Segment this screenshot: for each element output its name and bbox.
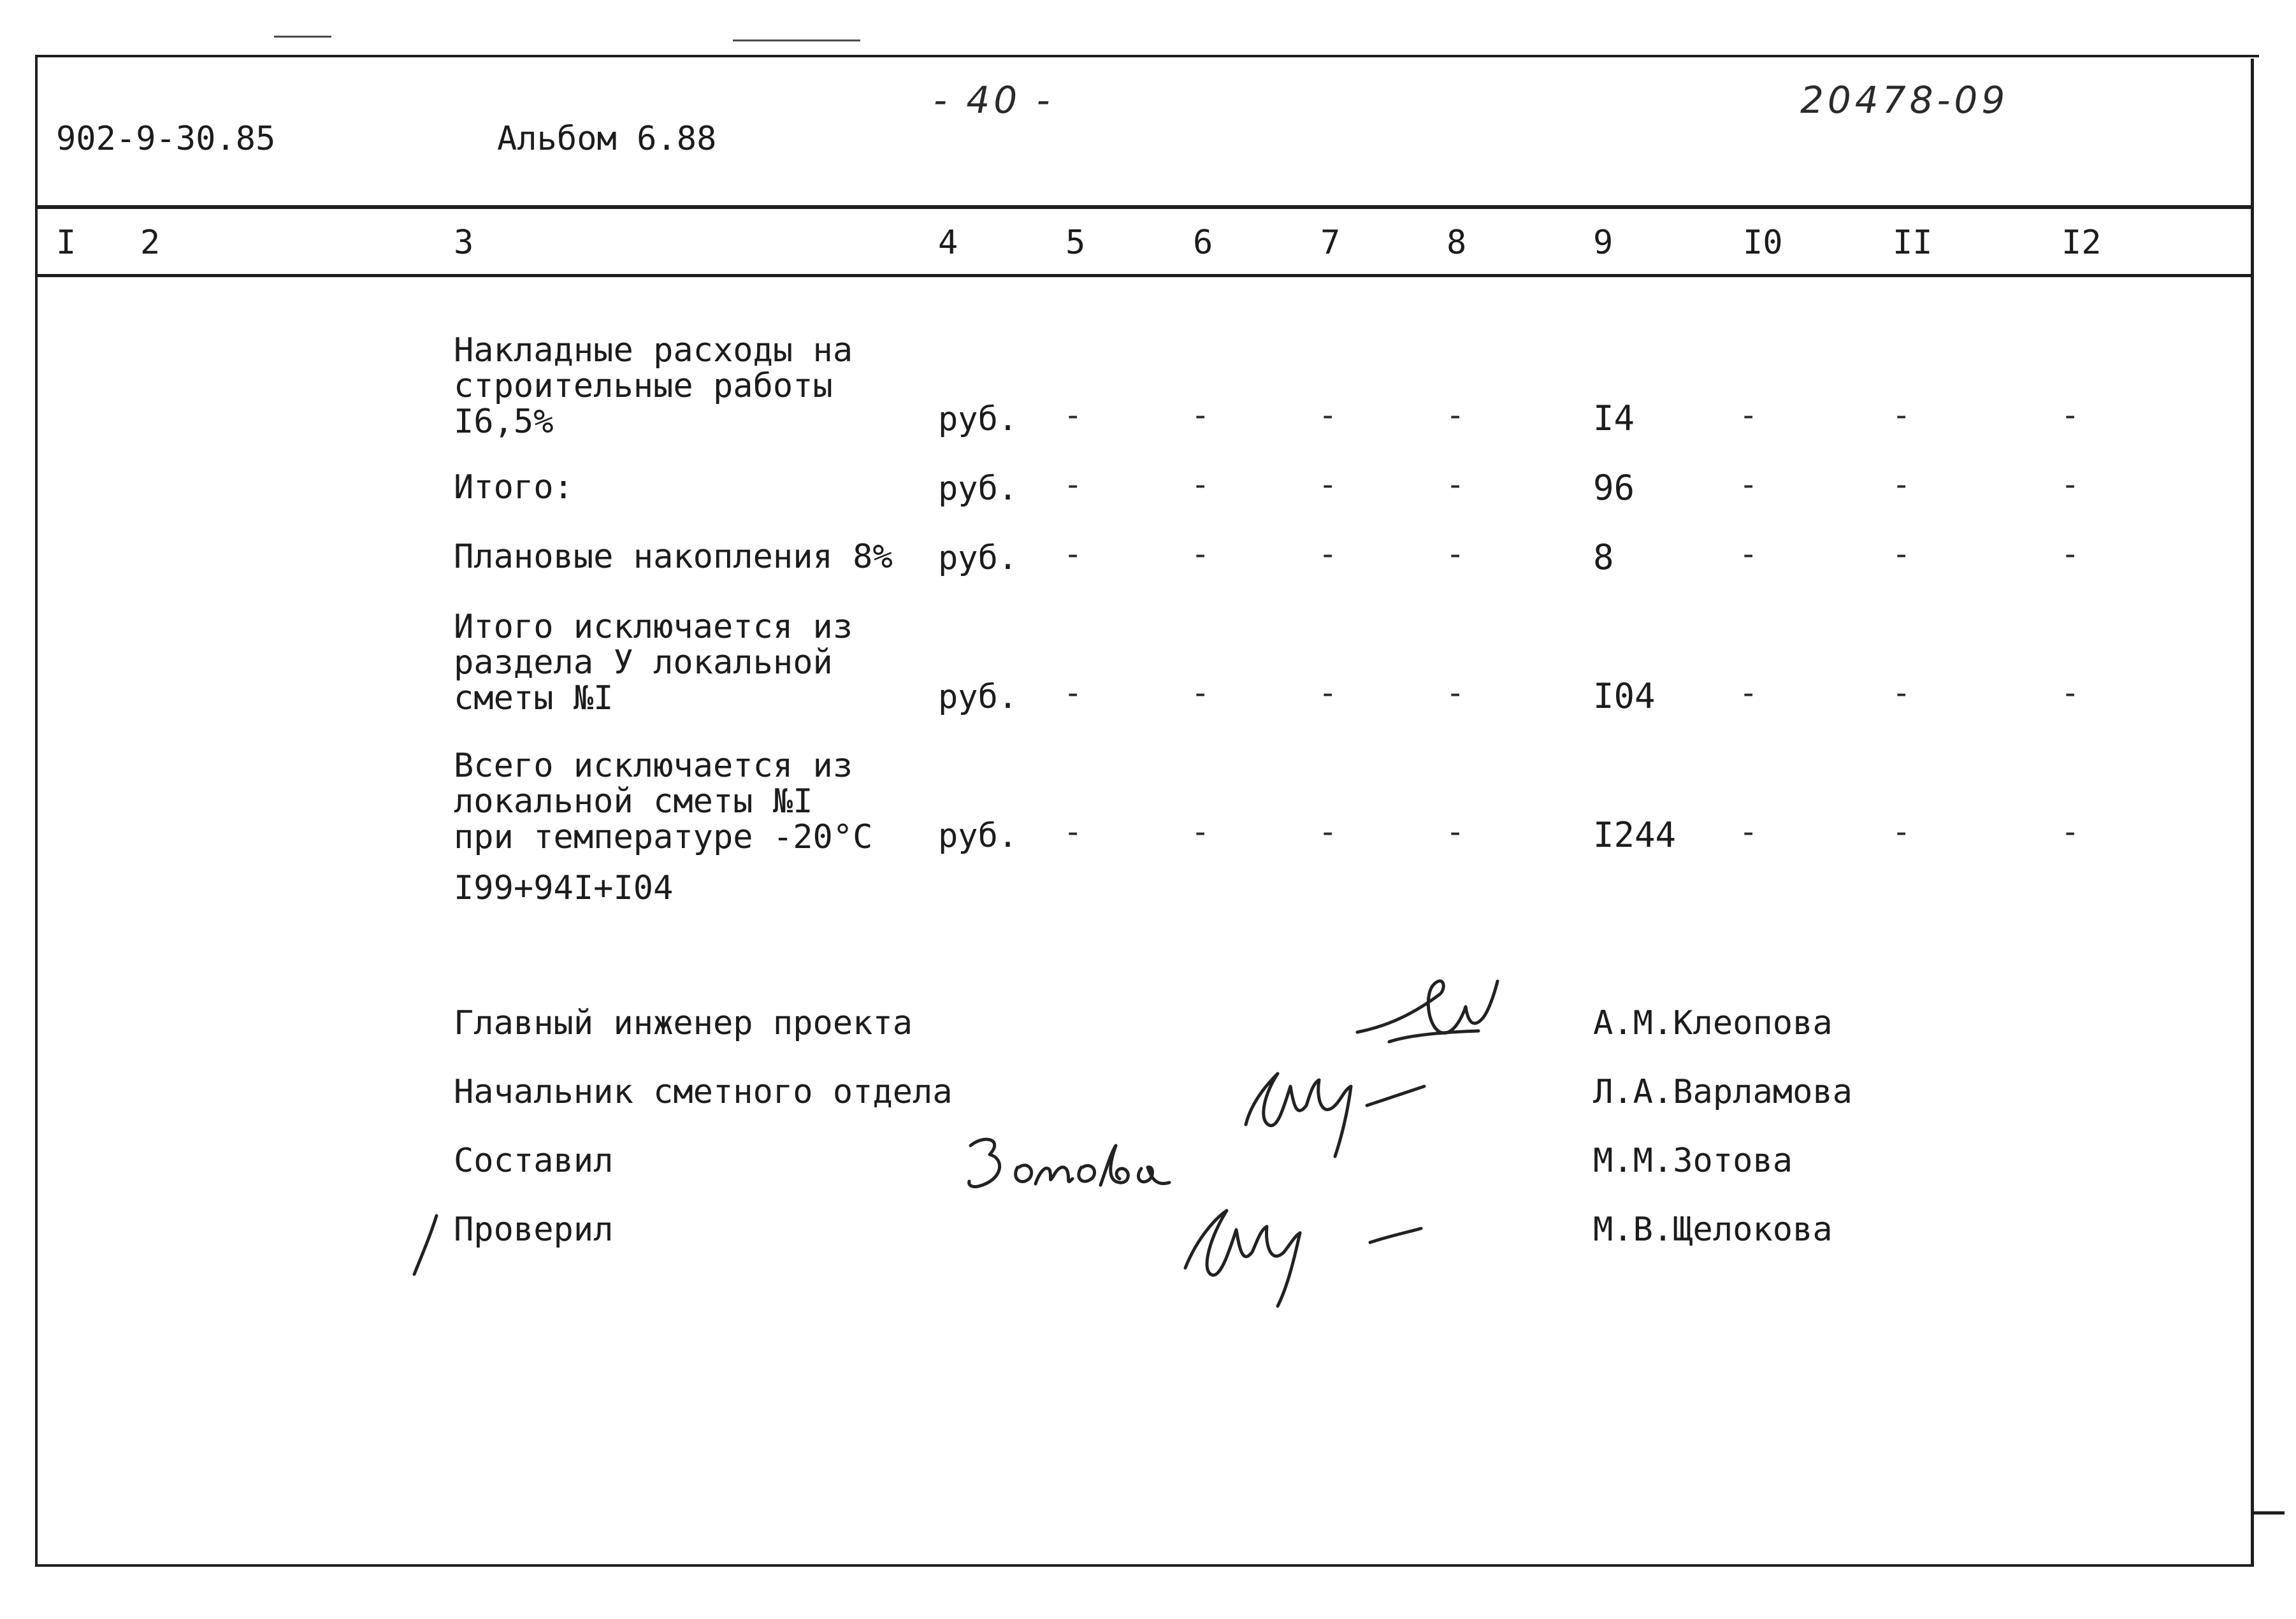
row-value: - <box>1743 536 1754 572</box>
row-value: - <box>1896 467 1907 503</box>
frame-right-line <box>2251 59 2254 1566</box>
signature-role-title: Составил <box>454 1142 614 1180</box>
row-value: - <box>1450 814 1461 850</box>
row-value: - <box>1322 814 1334 850</box>
signature-role-title: Проверил <box>454 1211 614 1249</box>
signature-role-name: Л.А.Варламова <box>1593 1073 1852 1111</box>
row-value: 8 <box>1593 537 1614 577</box>
row-unit: руб. <box>938 817 1018 855</box>
row-unit: руб. <box>938 400 1018 438</box>
signature-role-name: А.М.Клеопова <box>1593 1004 1833 1042</box>
head-of-estimates-signature <box>1233 1035 1437 1163</box>
row-value: - <box>1743 398 1754 433</box>
row-value: - <box>1195 814 1206 850</box>
checker-slash-mark <box>408 1211 446 1281</box>
row-value: - <box>1322 536 1334 572</box>
column-header: 4 <box>938 224 958 262</box>
row-note-formula: I99+94I+I04 <box>454 869 674 907</box>
row-value: - <box>1067 536 1079 572</box>
row-value: - <box>1896 675 1907 711</box>
row-value: - <box>1195 536 1206 572</box>
row-value: - <box>1067 398 1079 433</box>
row-value: - <box>1195 398 1206 433</box>
row-value: - <box>2065 814 2076 850</box>
row-label: Итого: <box>454 468 574 507</box>
row-value: - <box>1450 398 1461 433</box>
signature-role-name: М.М.Зотова <box>1593 1142 1793 1180</box>
row-value: - <box>1743 814 1754 850</box>
column-header: 7 <box>1320 224 1341 262</box>
frame-top-line <box>35 55 2259 57</box>
project-code: 902-9-30.85 <box>56 120 276 158</box>
column-header: I2 <box>2061 224 2102 262</box>
album-label: Альбом 6.88 <box>497 120 717 158</box>
row-value: - <box>1195 467 1206 503</box>
row-value: - <box>1195 675 1206 711</box>
scan-mark-top <box>274 36 331 38</box>
row-value: - <box>1896 536 1907 572</box>
row-value: - <box>2065 536 2076 572</box>
row-value: 96 <box>1593 468 1635 508</box>
row-label: Итого исключается из раздела У локальной сметы №I <box>454 608 853 717</box>
row-value: - <box>1450 467 1461 503</box>
row-value: I04 <box>1593 676 1656 716</box>
compiler-autograph <box>959 1128 1214 1204</box>
row-unit: руб. <box>938 678 1018 716</box>
frame-bottom-line <box>35 1564 2254 1567</box>
row-value: - <box>1322 467 1334 503</box>
column-header: I0 <box>1743 224 1783 262</box>
row-unit: руб. <box>938 539 1018 577</box>
row-value: - <box>2065 675 2076 711</box>
frame-left-line <box>35 55 38 1565</box>
page-number: - 40 - <box>934 78 1054 122</box>
row-label: Накладные расходы на строительные работы I6,5% <box>454 331 853 441</box>
column-header: 5 <box>1065 224 1086 262</box>
row-value: I4 <box>1593 398 1635 438</box>
row-value: I244 <box>1593 815 1677 855</box>
row-label: Всего исключается из локальной сметы №I при температуре -20°C <box>454 747 873 856</box>
row-unit: руб. <box>938 470 1018 508</box>
column-header: 8 <box>1447 224 1467 262</box>
column-header: II <box>1893 224 1933 262</box>
scan-mark-top-2 <box>733 40 860 41</box>
column-header-divider <box>35 274 2254 277</box>
column-header: I <box>56 224 76 262</box>
row-value: - <box>1322 675 1334 711</box>
signature-role-name: М.В.Щелокова <box>1593 1211 1833 1249</box>
row-value: - <box>1450 675 1461 711</box>
right-edge-tick <box>2254 1511 2285 1515</box>
row-value: - <box>1896 814 1907 850</box>
row-value: - <box>1743 675 1754 711</box>
row-value: - <box>1067 814 1079 850</box>
row-value: - <box>2065 398 2076 433</box>
row-value: - <box>1896 398 1907 433</box>
stamp-number: 20478-09 <box>1800 78 2009 122</box>
row-value: - <box>1067 675 1079 711</box>
checker-signature <box>1173 1172 1459 1313</box>
row-value: - <box>1450 536 1461 572</box>
row-value: - <box>2065 467 2076 503</box>
header-divider <box>35 205 2254 209</box>
column-header: 9 <box>1593 224 1614 262</box>
row-label: Плановые накопления 8% <box>454 538 893 576</box>
row-value: - <box>1322 398 1334 433</box>
row-value: - <box>1743 467 1754 503</box>
column-header: 2 <box>140 224 161 262</box>
column-header: 3 <box>454 224 474 262</box>
signature-role-title: Главный инженер проекта <box>454 1004 913 1042</box>
row-value: - <box>1067 467 1079 503</box>
column-header: 6 <box>1193 224 1213 262</box>
signature-role-title: Начальник сметного отдела <box>454 1073 953 1111</box>
